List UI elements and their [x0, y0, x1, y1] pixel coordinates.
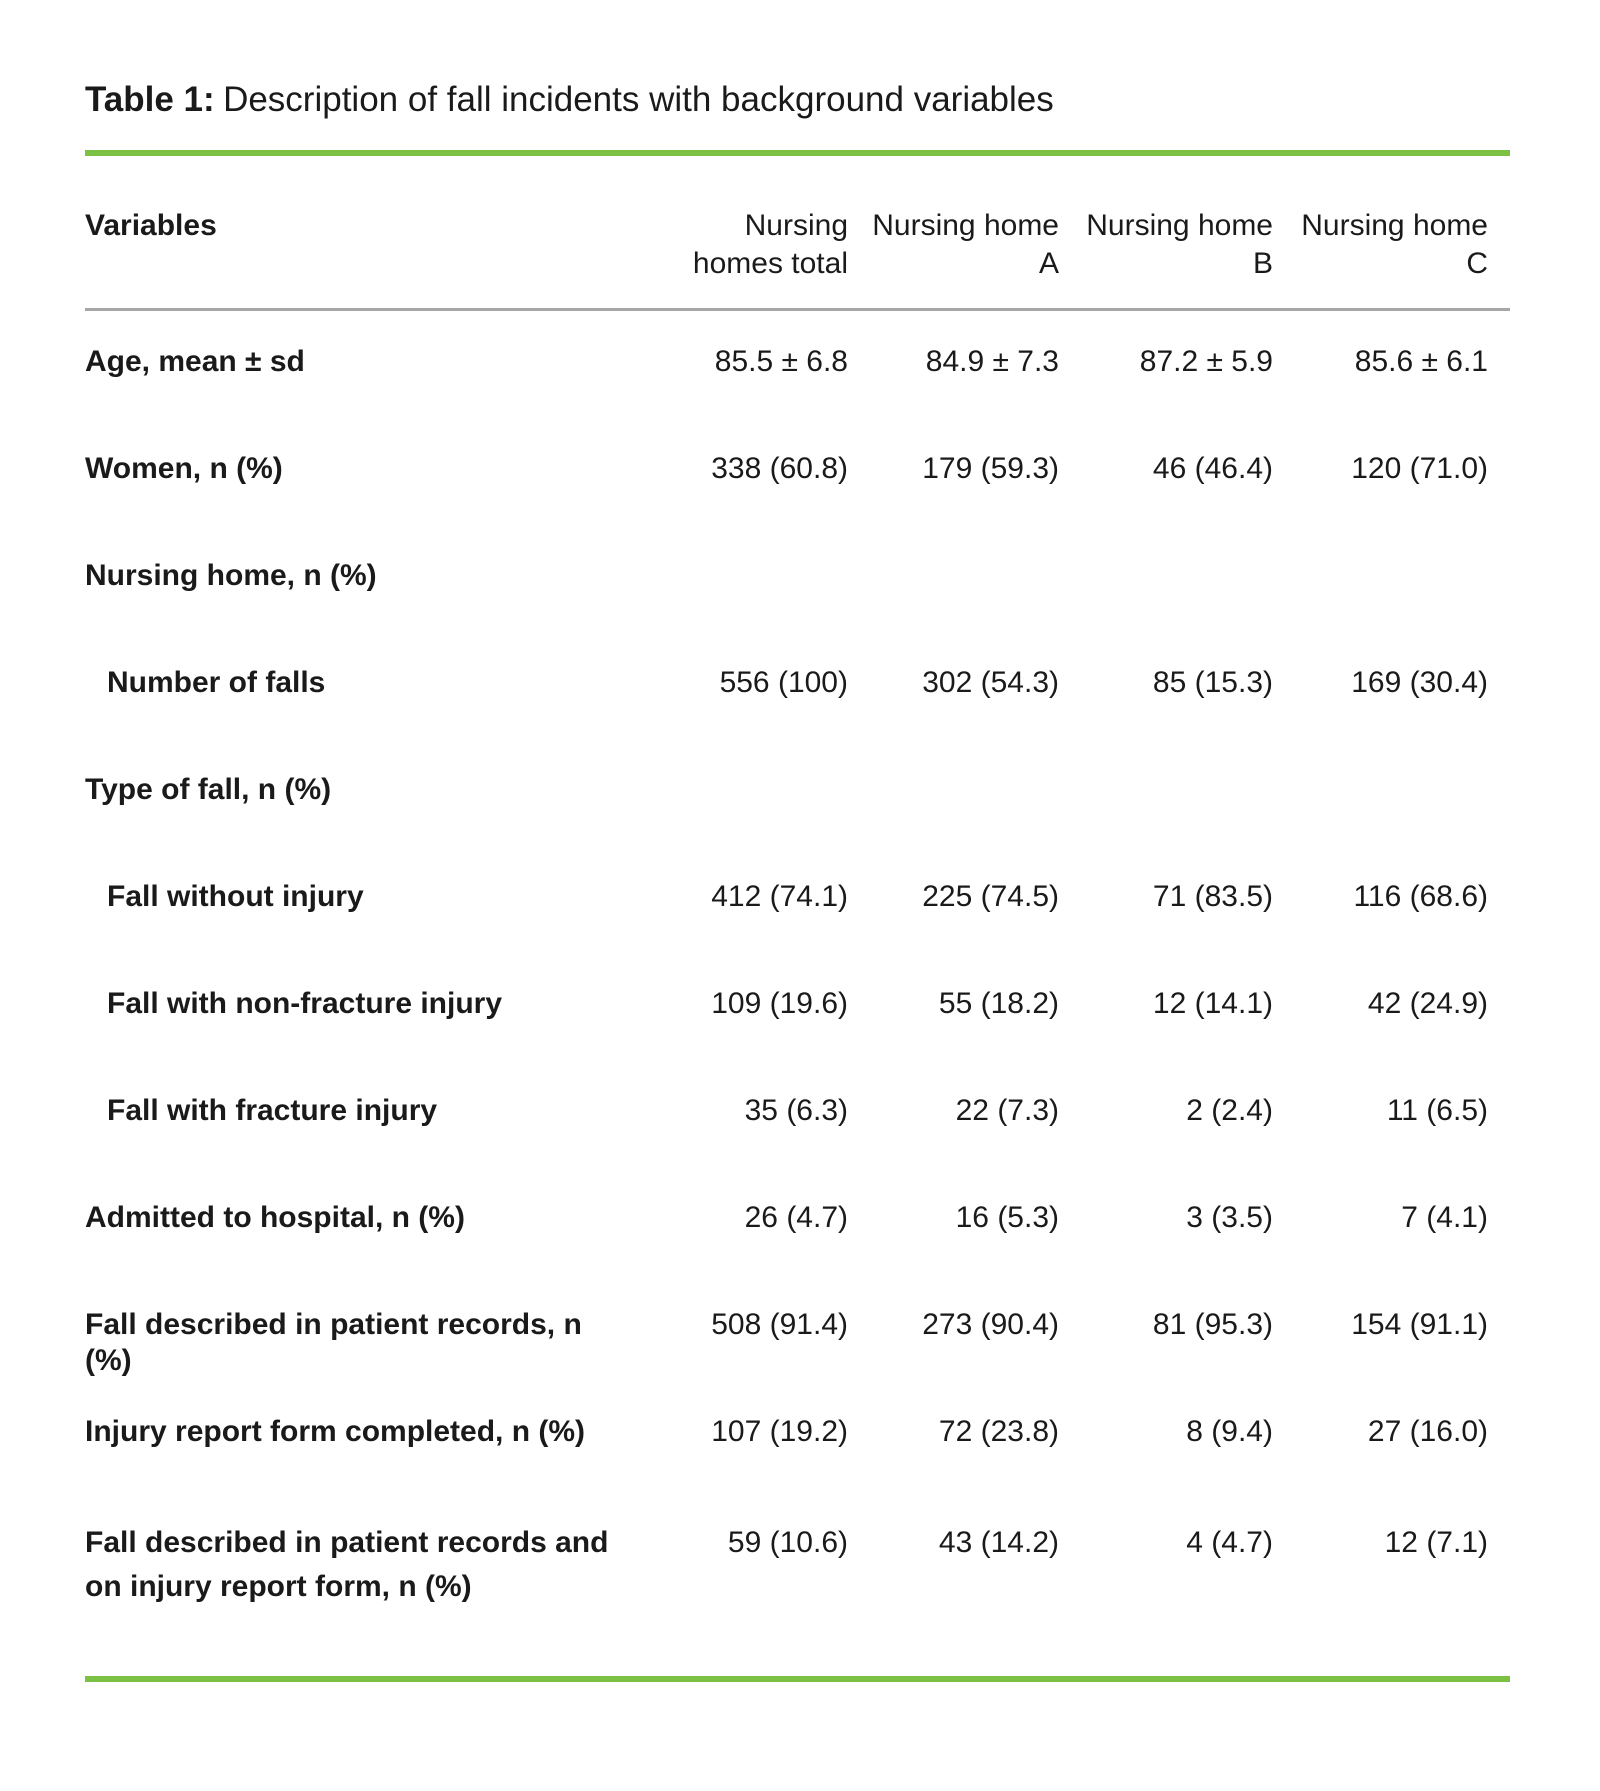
row-value: 84.9 ± 7.3	[925, 345, 1059, 378]
row-value: 556 (100)	[719, 666, 848, 699]
column-header-nursing-homes-total	[635, 207, 848, 308]
row-value: 179 (59.3)	[922, 452, 1059, 485]
row-label: Women, n (%)	[85, 452, 283, 485]
row-value: 8 (9.4)	[1186, 1415, 1273, 1448]
row-value: 55 (18.2)	[938, 987, 1059, 1020]
column-header-nursing-home-c	[1273, 207, 1488, 308]
table-row	[85, 953, 1510, 1060]
table-row	[85, 1060, 1510, 1167]
row-value: 12 (14.1)	[1152, 987, 1273, 1020]
table-row	[85, 1274, 1510, 1381]
row-value: 2 (2.4)	[1186, 1094, 1273, 1127]
table-row	[85, 1381, 1510, 1488]
row-value	[1273, 558, 1488, 632]
row-label: Type of fall, n (%)	[85, 773, 332, 806]
row-value: 11 (6.5)	[1386, 1094, 1488, 1127]
column-header-line1: Nursing home	[872, 209, 1059, 242]
row-value: 42 (24.9)	[1367, 987, 1488, 1020]
column-header-line1: Nursing home	[1301, 209, 1488, 242]
row-value: 27 (16.0)	[1367, 1415, 1488, 1448]
row-value: 46 (46.4)	[1152, 452, 1273, 485]
column-header-variables	[85, 207, 635, 308]
column-header-line2: C	[1466, 247, 1488, 280]
table-row	[85, 1488, 1510, 1676]
row-value: 85.6 ± 6.1	[1354, 345, 1488, 378]
row-value: 35 (6.3)	[744, 1094, 848, 1127]
row-value: 81 (95.3)	[1152, 1308, 1273, 1341]
row-value	[1059, 772, 1273, 846]
row-value: 338 (60.8)	[711, 452, 848, 485]
row-value: 87.2 ± 5.9	[1139, 345, 1273, 378]
row-value: 43 (14.2)	[938, 1526, 1059, 1559]
row-value: 4 (4.7)	[1186, 1526, 1273, 1559]
row-label: Fall described in patient records, n (%)	[85, 1308, 582, 1377]
table-row	[85, 311, 1510, 418]
row-value: 72 (23.8)	[938, 1415, 1059, 1448]
row-value	[635, 772, 848, 846]
table-title-text: Description of fall incidents with background variables	[223, 80, 1054, 119]
row-value: 169 (30.4)	[1351, 666, 1488, 699]
table-row	[85, 739, 1510, 846]
table-body	[85, 311, 1510, 1676]
row-value: 107 (19.2)	[711, 1415, 848, 1448]
row-value: 109 (19.6)	[711, 987, 848, 1020]
table-row	[85, 632, 1510, 739]
row-value: 85 (15.3)	[1152, 666, 1273, 699]
bottom-rule	[85, 1676, 1510, 1682]
row-value: 59 (10.6)	[727, 1526, 848, 1559]
row-value: 302 (54.3)	[922, 666, 1059, 699]
row-value: 85.5 ± 6.8	[714, 345, 848, 378]
row-value	[1273, 772, 1488, 846]
row-value: 120 (71.0)	[1351, 452, 1488, 485]
column-header-nursing-home-a	[848, 207, 1059, 308]
row-label: Admitted to hospital, n (%)	[85, 1201, 465, 1234]
row-value: 12 (7.1)	[1384, 1526, 1488, 1559]
column-header-variables-text: Variables	[85, 209, 217, 242]
table-title	[85, 0, 1510, 122]
row-value: 7 (4.1)	[1401, 1201, 1488, 1234]
row-value: 116 (68.6)	[1353, 880, 1488, 913]
row-value	[848, 772, 1059, 846]
table-row	[85, 418, 1510, 525]
row-label: Fall without injury	[107, 880, 364, 913]
row-label: Fall with non-fracture injury	[107, 987, 503, 1020]
column-header-line1: Nursing	[744, 209, 848, 242]
table-title-label: Table 1:	[85, 80, 215, 119]
column-header-line2: homes total	[692, 247, 848, 280]
row-value: 273 (90.4)	[922, 1308, 1059, 1341]
column-header-line2: B	[1252, 247, 1273, 280]
table-row	[85, 846, 1510, 953]
row-value: 22 (7.3)	[955, 1094, 1059, 1127]
row-value	[635, 558, 848, 632]
row-value: 26 (4.7)	[744, 1201, 848, 1234]
row-value: 508 (91.4)	[711, 1308, 848, 1341]
row-label: Age, mean ± sd	[85, 345, 305, 378]
row-value: 71 (83.5)	[1152, 880, 1273, 913]
row-label: Fall described in patient records and on injury report form, n (%)	[85, 1526, 609, 1603]
row-label: Injury report form completed, n (%)	[85, 1415, 586, 1448]
row-value: 16 (5.3)	[955, 1201, 1059, 1234]
row-value: 3 (3.5)	[1186, 1201, 1273, 1234]
row-value	[1059, 558, 1273, 632]
column-header-nursing-home-b	[1059, 207, 1273, 308]
row-value: 412 (74.1)	[711, 880, 848, 913]
column-header-line1: Nursing home	[1086, 209, 1273, 242]
table-row	[85, 1167, 1510, 1274]
row-label: Fall with fracture injury	[107, 1094, 438, 1127]
column-header-line2: A	[1038, 247, 1059, 280]
row-value	[848, 558, 1059, 632]
row-label: Nursing home, n (%)	[85, 559, 377, 592]
row-label: Number of falls	[107, 666, 326, 699]
row-value: 154 (91.1)	[1351, 1308, 1488, 1341]
table-header-row	[85, 156, 1510, 308]
row-value: 225 (74.5)	[922, 880, 1059, 913]
table-row	[85, 525, 1510, 632]
